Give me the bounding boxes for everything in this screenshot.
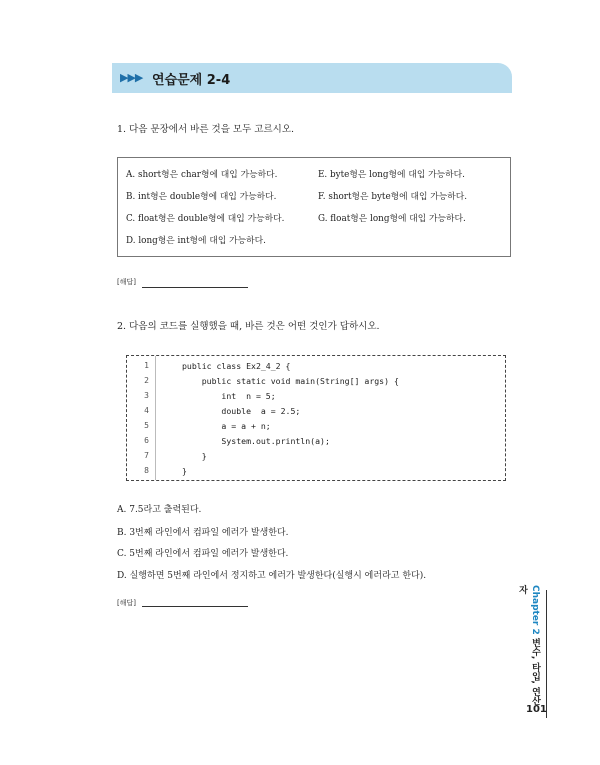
chapter-title: 변수, 타입, 연산자 — [517, 585, 540, 706]
answer-choice-d: D. 실행하면 5번째 라인에서 정지하고 에러가 발생한다(실행시 에러라고 한다). — [117, 571, 427, 581]
question-1: 1. 다음 문장에서 바른 것을 모두 고르시오. — [117, 124, 295, 135]
line-number: 2 — [144, 376, 149, 385]
answer-label-1: [해답] — [117, 278, 136, 286]
chapter-number: Chapter 2 — [530, 585, 540, 635]
option-d: D. long형은 int형에 대입 가능하다. — [126, 236, 266, 246]
answer-label-2: [해답] — [117, 599, 136, 607]
option-f: F. short형은 byte형에 대입 가능하다. — [318, 192, 468, 202]
line-number: 1 — [144, 361, 149, 370]
code-line: } — [182, 466, 187, 476]
chapter-side-label — [517, 585, 542, 713]
page-number: 101 — [526, 704, 547, 715]
exercise-title: 연습문제 2-4 — [152, 73, 231, 88]
options-box — [117, 157, 511, 257]
code-line: System.out.println(a); — [182, 436, 330, 446]
answer-line-2 — [142, 606, 248, 607]
answer-choice-a: A. 7.5라고 출력된다. — [117, 505, 202, 515]
answer-choice-b: B. 3번째 라인에서 컴파일 에러가 발생한다. — [117, 528, 289, 538]
option-g: G. float형은 long형에 대입 가능하다. — [318, 214, 466, 224]
option-e: E. byte형은 long형에 대입 가능하다. — [318, 170, 465, 180]
option-c: C. float형은 double형에 대입 가능하다. — [126, 214, 285, 224]
code-line: public static void main(String[] args) { — [182, 376, 399, 386]
code-gutter — [155, 356, 156, 480]
triple-arrow-icon: ▶▶▶ — [120, 71, 143, 84]
code-line: a = a + n; — [182, 421, 271, 431]
line-number: 8 — [144, 466, 149, 475]
line-number: 7 — [144, 451, 149, 460]
line-number: 6 — [144, 436, 149, 445]
answer-line-1 — [142, 287, 248, 288]
code-line: } — [182, 451, 207, 461]
line-number: 3 — [144, 391, 149, 400]
page-divider — [546, 590, 547, 718]
option-b: B. int형은 double형에 대입 가능하다. — [126, 192, 277, 202]
answer-choice-c: C. 5번째 라인에서 컴파일 에러가 발생한다. — [117, 549, 289, 559]
question-2: 2. 다음의 코드를 실행했을 때, 바른 것은 어떤 것인가 답하시오. — [117, 321, 380, 332]
code-block — [126, 355, 506, 481]
code-line: public class Ex2_4_2 { — [182, 361, 291, 371]
line-number: 5 — [144, 421, 149, 430]
code-line: int n = 5; — [182, 391, 276, 401]
exercise-banner — [112, 63, 512, 93]
option-a: A. short형은 char형에 대입 가능하다. — [126, 170, 278, 180]
code-line: double a = 2.5; — [182, 406, 301, 416]
line-number: 4 — [144, 406, 149, 415]
